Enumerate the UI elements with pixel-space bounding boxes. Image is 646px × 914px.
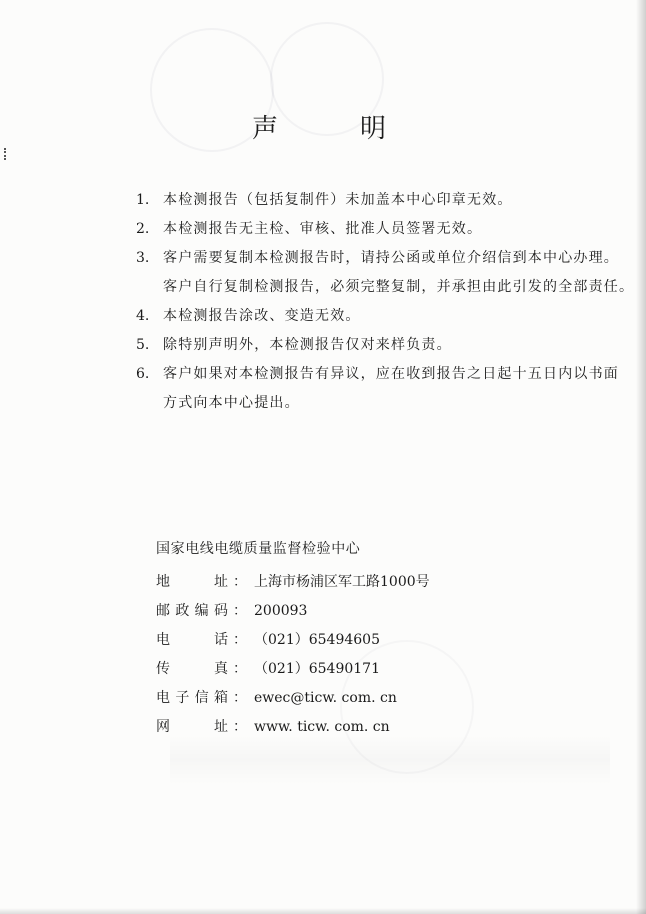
- label-char: 码: [213, 603, 228, 619]
- colon: ：: [233, 603, 247, 619]
- item-number: 1.: [136, 192, 150, 208]
- colon: ：: [233, 719, 247, 735]
- address-row: [156, 568, 430, 597]
- item-text: 本检测报告无主检、审核、批准人员签署无效。: [163, 221, 483, 237]
- postcode-value: 200093: [254, 603, 308, 619]
- binding-mark: [4, 148, 8, 160]
- label-char: 址: [214, 719, 228, 735]
- website-value: www. ticw. com. cn: [254, 719, 390, 735]
- item-text: 本检测报告涂改、变造无效。: [163, 308, 361, 324]
- colon: ：: [233, 632, 247, 648]
- item-text: 本检测报告（包括复制件）未加盖本中心印章无效。: [163, 192, 513, 208]
- label-char: 真: [214, 661, 228, 677]
- label-char: 传: [156, 661, 170, 677]
- fax-value: （021）65490171: [254, 661, 380, 677]
- email-value: ewec@ticw. com. cn: [254, 690, 397, 706]
- phone-row: [156, 626, 430, 655]
- website-row: [156, 713, 430, 742]
- statement-item: [136, 302, 636, 331]
- label-char: 信: [194, 690, 209, 706]
- show-through-text: [170, 735, 610, 785]
- label-char: 电: [156, 632, 170, 648]
- colon: ：: [233, 574, 247, 590]
- address-value: 上海市杨浦区军工路1000号: [254, 574, 430, 590]
- label-char: 政: [175, 603, 190, 619]
- statement-item: [136, 360, 636, 418]
- postcode-label: [156, 597, 228, 626]
- item-text: 除特别声明外，本检测报告仅对来样负责。: [163, 337, 452, 353]
- colon: ：: [233, 690, 247, 706]
- website-label: [156, 713, 228, 742]
- item-number: 4.: [136, 308, 150, 324]
- item-text: 客户如果对本检测报告有异议，应在收到报告之日起十五日内以书面: [163, 366, 619, 382]
- email-label: [156, 684, 228, 713]
- fax-label: [156, 655, 228, 684]
- fax-row: [156, 655, 430, 684]
- item-text-block: [163, 360, 619, 418]
- item-number: 3.: [136, 250, 150, 266]
- phone-value: （021）65494605: [254, 632, 380, 648]
- item-number: 6.: [136, 366, 150, 382]
- item-text: 客户需要复制本检测报告时，请持公函或单位介绍信到本中心办理。: [163, 250, 619, 266]
- item-number: 2.: [136, 221, 150, 237]
- page-edge-shadow: [0, 908, 646, 914]
- colon: ：: [233, 661, 247, 677]
- label-char: 网: [156, 719, 170, 735]
- item-text-continued: 客户自行复制检测报告，必须完整复制，并承担由此引发的全部责任。: [163, 279, 635, 295]
- contact-info: [156, 568, 430, 742]
- label-char: 邮: [156, 603, 170, 619]
- statement-item: [136, 244, 636, 302]
- statement-item: [136, 331, 636, 360]
- page-title: 声 明: [251, 114, 414, 144]
- email-row: [156, 684, 430, 713]
- item-number: 5.: [136, 337, 150, 353]
- label-char: 址: [214, 574, 228, 590]
- statement-item: [136, 186, 636, 215]
- statement-item: [136, 215, 636, 244]
- label-char: 话: [214, 632, 228, 648]
- label-char: 子: [175, 690, 190, 706]
- label-char: 编: [194, 603, 209, 619]
- address-label: [156, 568, 228, 597]
- item-text-block: [163, 244, 634, 302]
- label-char: 箱: [213, 690, 228, 706]
- phone-label: [156, 626, 228, 655]
- organization-name: 国家电线电缆质量监督检验中心: [156, 541, 361, 557]
- label-char: 地: [156, 574, 170, 590]
- item-text-continued: 方式向本中心提出。: [163, 395, 300, 411]
- postcode-row: [156, 597, 430, 626]
- label-char: 电: [156, 690, 170, 706]
- statement-list: [136, 186, 636, 418]
